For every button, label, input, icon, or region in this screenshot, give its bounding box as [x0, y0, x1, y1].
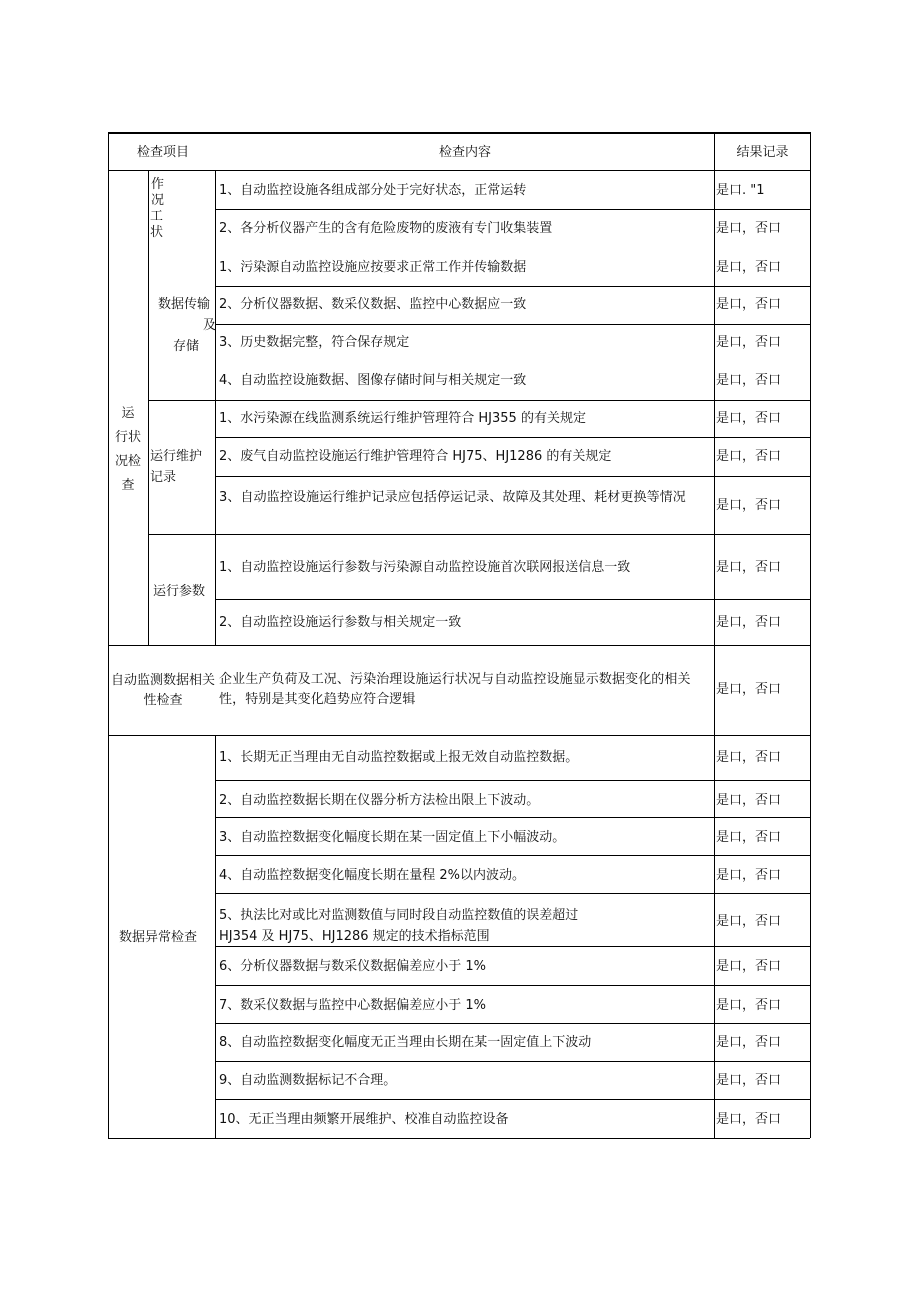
- row-divider: [216, 985, 810, 986]
- row-divider: [148, 400, 810, 401]
- check-item-text: 10、无正当理由频繁开展维护、校准自动监控设备: [219, 1112, 509, 1127]
- result-checkbox: 是口，否口: [716, 959, 782, 974]
- result-checkbox: 是口. "1: [716, 183, 765, 198]
- section-label-correlation: 自动监测数据相关性检查: [110, 673, 215, 708]
- section-label-running-status: 查: [121, 478, 135, 493]
- section-label-running-status: 况检: [114, 454, 141, 469]
- check-item-text: 5、执法比对或比对监测数值与同时段自动监控数值的误差超过: [219, 908, 579, 923]
- result-checkbox: 是口，否口: [716, 914, 782, 929]
- check-item-text: 8、自动监控数据变化幅度无正当理由长期在某一固定值上下波动: [219, 1035, 592, 1050]
- check-item-text: 6、分析仪器数据与数采仪数据偏差应小于 1%: [219, 959, 487, 974]
- column-divider: [215, 735, 216, 1138]
- row-divider: [216, 1061, 810, 1062]
- group-label-data-transfer: 存储: [173, 339, 200, 354]
- row-divider: [148, 534, 810, 535]
- row-divider: [216, 817, 810, 818]
- header-inspection-item: 检查项目: [136, 145, 189, 160]
- result-checkbox: 是口，否口: [716, 1112, 782, 1127]
- group-label-work-state: 状: [150, 225, 164, 240]
- section-label-running-status: 行状: [114, 430, 141, 445]
- result-checkbox: 是口，否口: [716, 615, 782, 630]
- row-divider: [216, 599, 810, 600]
- result-checkbox: 是口，否口: [716, 560, 782, 575]
- check-item-text: 2、分析仪器数据、数采仪数据、监控中心数据应一致: [219, 297, 527, 312]
- check-item-text: 1、自动监控设施运行参数与污染源自动监控设施首次联网报送信息一致: [219, 560, 631, 575]
- result-checkbox: 是口，否口: [716, 750, 782, 765]
- result-checkbox: 是口，否口: [716, 830, 782, 845]
- result-checkbox: 是口，否口: [716, 1035, 782, 1050]
- column-divider: [215, 170, 216, 645]
- check-item-text: 4、自动监控数据变化幅度长期在量程 2%以内波动。: [219, 868, 526, 883]
- result-checkbox: 是口，否口: [716, 793, 782, 808]
- row-divider: [108, 170, 810, 171]
- column-divider: [714, 132, 715, 1138]
- check-item-text: 1、自动监控设施各组成部分处于完好状态，正常运转: [219, 183, 527, 198]
- result-checkbox: 是口，否口: [716, 373, 782, 388]
- group-label-work-state: 工: [150, 209, 164, 224]
- check-item-text: 2、废气自动监控设施运行维护管理符合 HJ75、HJ1286 的有关规定: [219, 449, 612, 464]
- header-inspection-content: 检查内容: [438, 145, 491, 160]
- check-item-text: HJ354 及 HJ75、HJ1286 规定的技术指标范围: [219, 929, 490, 944]
- result-checkbox: 是口，否口: [716, 498, 782, 513]
- row-divider: [216, 437, 810, 438]
- group-label-data-transfer: 数据传输: [158, 297, 211, 312]
- column-divider: [148, 170, 149, 645]
- result-checkbox: 是口，否口: [716, 1073, 782, 1088]
- column-divider: [810, 132, 811, 1138]
- column-divider: [108, 132, 109, 1138]
- check-item-text: 7、数采仪数据与监控中心数据偏差应小于 1%: [219, 998, 487, 1013]
- row-divider: [216, 476, 810, 477]
- row-divider: [108, 735, 810, 736]
- result-checkbox: 是口，否口: [716, 335, 782, 350]
- check-item-text: 1、污染源自动监控设施应按要求正常工作并传输数据: [219, 260, 527, 275]
- group-label-work-state: 作: [151, 177, 165, 192]
- row-divider: [216, 855, 810, 856]
- check-item-text: 3、历史数据完整，符合保存规定: [219, 335, 410, 350]
- header-result-record: 结果记录: [736, 145, 789, 160]
- check-item-text: 4、自动监控设施数据、图像存储时间与相关规定一致: [219, 373, 527, 388]
- group-label-work-state: 况: [151, 193, 165, 208]
- check-item-text: 1、水污染源在线监测系统运行维护管理符合 HJ355 的有关规定: [219, 411, 586, 426]
- check-item-text: 2、自动监控设施运行参数与相关规定一致: [219, 615, 462, 630]
- row-divider: [216, 1099, 810, 1100]
- row-divider: [216, 324, 810, 325]
- section-label-data-anomaly: 数据异常检查: [119, 930, 198, 945]
- result-checkbox: 是口，否口: [716, 260, 782, 275]
- row-divider: [216, 1023, 810, 1024]
- result-checkbox: 是口，否口: [716, 998, 782, 1013]
- row-divider: [216, 946, 810, 947]
- check-item-text: 3、自动监控数据变化幅度长期在某一固定值上下小幅波动。: [219, 830, 566, 845]
- result-checkbox: 是口，否口: [716, 411, 782, 426]
- check-item-text: 9、自动监测数据标记不合理。: [219, 1073, 397, 1088]
- group-label-maintenance: 记录: [150, 470, 177, 485]
- row-divider: [216, 893, 810, 894]
- check-item-text: 2、各分析仪器产生的含有危险废物的废液有专门收集装置: [219, 221, 553, 236]
- section-label-running-status: 运: [121, 406, 135, 421]
- row-divider: [216, 286, 810, 287]
- check-item-text: 企业生产负荷及工况、污染治理设施运行状况与自动监控设施显示数据变化的相关性，特别是其变化趋势应符合逻辑: [219, 672, 691, 707]
- check-item-text: 2、自动监控数据长期在仪器分析方法检出限上下波动。: [219, 793, 540, 808]
- row-divider: [216, 209, 810, 210]
- result-checkbox: 是口，否口: [716, 449, 782, 464]
- group-label-data-transfer: 及: [203, 318, 217, 333]
- result-checkbox: 是口，否口: [716, 682, 782, 697]
- check-item-text: 3、自动监控设施运行维护记录应包括停运记录、故障及其处理、耗材更换等情况: [219, 490, 686, 505]
- result-checkbox: 是口，否口: [716, 297, 782, 312]
- row-divider: [108, 645, 810, 646]
- row-divider: [108, 133, 810, 134]
- row-divider: [216, 780, 810, 781]
- check-item-text: 1、长期无正当理由无自动监控数据或上报无效自动监控数据。: [219, 750, 579, 765]
- group-label-maintenance: 运行维护: [150, 449, 203, 464]
- result-checkbox: 是口，否口: [716, 868, 782, 883]
- row-divider: [108, 1138, 810, 1139]
- group-label-parameters: 运行参数: [153, 584, 206, 599]
- result-checkbox: 是口，否口: [716, 221, 782, 236]
